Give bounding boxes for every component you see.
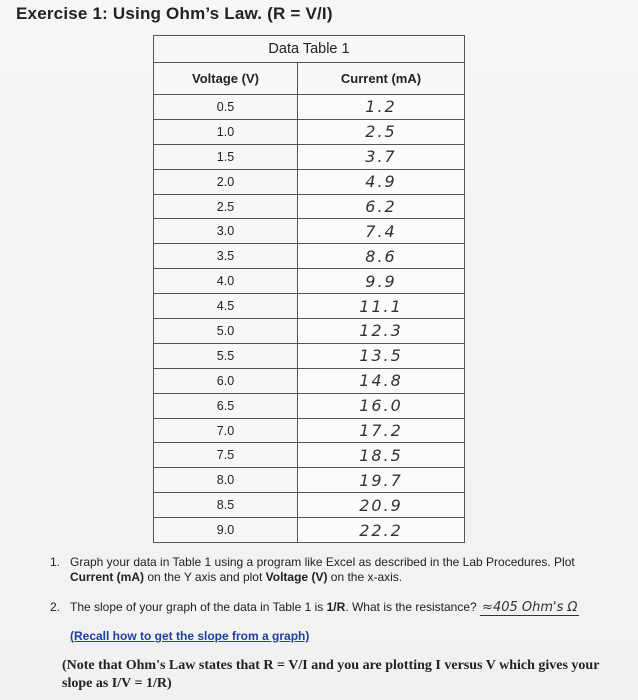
table-row xyxy=(154,468,465,493)
current-cell[interactable]: 13.5 xyxy=(298,343,465,368)
current-column-header: Current (mA) xyxy=(298,63,465,95)
table-row xyxy=(154,169,465,194)
table-row xyxy=(154,194,465,219)
table-row xyxy=(154,518,465,543)
current-cell[interactable]: 1.2 xyxy=(298,95,465,120)
question-1 xyxy=(50,555,580,585)
current-cell[interactable]: 4.9 xyxy=(298,169,465,194)
voltage-cell: 5.5 xyxy=(154,343,298,368)
voltage-term: Voltage (V) xyxy=(265,570,328,584)
table-row xyxy=(154,493,465,518)
table-row xyxy=(154,418,465,443)
resistance-answer[interactable]: ≈405 Ohm's Ω xyxy=(482,600,578,615)
table-row xyxy=(154,144,465,169)
slope-term: 1/R xyxy=(326,600,346,614)
current-cell[interactable]: 8.6 xyxy=(298,244,465,269)
voltage-cell: 6.5 xyxy=(154,393,298,418)
current-cell[interactable]: 7.4 xyxy=(298,219,465,244)
voltage-cell: 3.0 xyxy=(154,219,298,244)
voltage-cell: 4.5 xyxy=(154,294,298,319)
question-2-number: 2. xyxy=(50,600,61,614)
ohms-law-note: (Note that Ohm's Law states that R = V/I and you are plotting I versus V which gives your slope as I/V = 1/R) xyxy=(62,658,600,691)
current-cell[interactable]: 12.3 xyxy=(298,319,465,344)
voltage-cell: 4.0 xyxy=(154,269,298,294)
current-cell[interactable]: 17.2 xyxy=(298,418,465,443)
voltage-column-header: Voltage (V) xyxy=(154,63,298,95)
data-table-container xyxy=(153,35,465,543)
current-cell[interactable]: 19.7 xyxy=(298,468,465,493)
table-caption: Data Table 1 xyxy=(154,36,465,63)
voltage-cell: 7.0 xyxy=(154,418,298,443)
current-cell[interactable]: 2.5 xyxy=(298,119,465,144)
table-row xyxy=(154,319,465,344)
voltage-cell: 8.5 xyxy=(154,493,298,518)
question-1-text: Graph your data in Table 1 using a program like Excel as described in the Lab Procedures. Plot xyxy=(70,555,575,569)
question-2 xyxy=(50,600,610,615)
table-body xyxy=(154,95,465,543)
voltage-cell: 0.5 xyxy=(154,95,298,120)
table-row xyxy=(154,219,465,244)
current-cell[interactable]: 9.9 xyxy=(298,269,465,294)
question-1-continuation xyxy=(50,570,580,585)
question-2-text: The slope of your graph of the data in Table 1 is xyxy=(70,600,327,614)
voltage-cell: 6.0 xyxy=(154,368,298,393)
voltage-cell: 7.5 xyxy=(154,443,298,468)
current-cell[interactable]: 16.0 xyxy=(298,393,465,418)
page-title: Exercise 1: Using Ohm’s Law. (R = V/I) xyxy=(16,4,333,23)
data-table-1 xyxy=(153,35,465,543)
question-1-text-3: on the x-axis. xyxy=(327,570,403,584)
question-1-number: 1. xyxy=(50,555,61,569)
voltage-cell: 1.0 xyxy=(154,119,298,144)
voltage-cell: 2.0 xyxy=(154,169,298,194)
voltage-cell: 3.5 xyxy=(154,244,298,269)
current-cell[interactable]: 22.2 xyxy=(298,518,465,543)
voltage-cell: 2.5 xyxy=(154,194,298,219)
table-row xyxy=(154,343,465,368)
table-row xyxy=(154,244,465,269)
table-row xyxy=(154,443,465,468)
table-row xyxy=(154,393,465,418)
question-2-text-2: . What is the resistance? xyxy=(345,600,481,614)
voltage-cell: 8.0 xyxy=(154,468,298,493)
table-row xyxy=(154,95,465,120)
voltage-cell: 1.5 xyxy=(154,144,298,169)
current-cell[interactable]: 18.5 xyxy=(298,443,465,468)
current-cell[interactable]: 11.1 xyxy=(298,294,465,319)
table-row xyxy=(154,368,465,393)
current-term: Current (mA) xyxy=(70,570,144,584)
current-cell[interactable]: 3.7 xyxy=(298,144,465,169)
question-1-text-2: on the Y axis and plot xyxy=(144,570,266,584)
current-cell[interactable]: 6.2 xyxy=(298,194,465,219)
current-cell[interactable]: 20.9 xyxy=(298,493,465,518)
table-row xyxy=(154,119,465,144)
current-cell[interactable]: 14.8 xyxy=(298,368,465,393)
voltage-cell: 9.0 xyxy=(154,518,298,543)
recall-slope-link[interactable]: (Recall how to get the slope from a graph) xyxy=(70,629,310,643)
voltage-cell: 5.0 xyxy=(154,319,298,344)
table-row xyxy=(154,294,465,319)
table-row xyxy=(154,269,465,294)
